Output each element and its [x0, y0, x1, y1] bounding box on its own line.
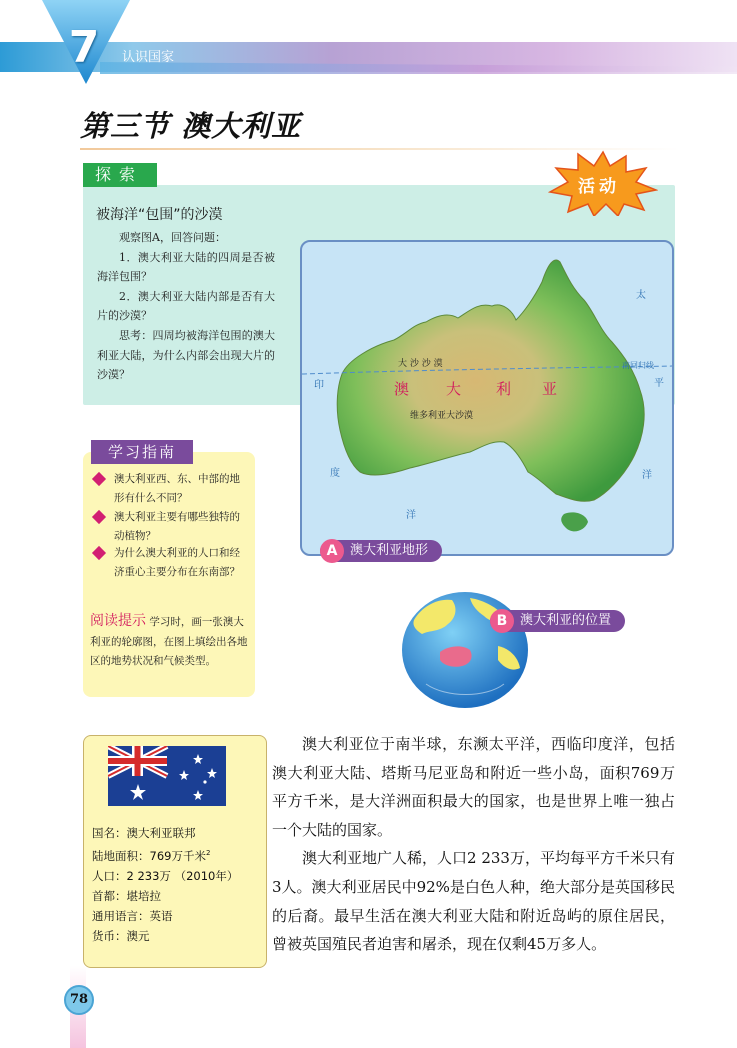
fact-line: 国名：澳大利亚联邦 — [92, 826, 196, 840]
area-superscript: 2 — [205, 849, 211, 857]
caption-letter: A — [320, 539, 344, 563]
fact-line: 货币：澳元 — [92, 928, 150, 943]
desert-label: 维多利亚大沙漠 — [410, 411, 474, 421]
country-label: 澳 — [394, 380, 410, 398]
australia-flag-icon — [108, 746, 226, 806]
activity-badge-label: 活动 — [578, 177, 620, 197]
map-b-caption — [490, 610, 625, 632]
ocean-label: 太 — [636, 290, 646, 301]
explore-paragraph: 思考：四周均被海洋包围的澳大利亚大陆，为什么内部会出现大片的沙漠？ — [97, 328, 275, 382]
ocean-label: 印 — [314, 380, 324, 391]
ocean-label: 平 — [654, 378, 664, 389]
explore-paragraph: 2．澳大利亚大陆内部是否有大片的沙漠？ — [97, 289, 275, 323]
fact-line: 通用语言：英语 — [92, 908, 173, 923]
chapter-number: 7 — [68, 22, 100, 73]
tropic-label: 南回归线 — [622, 361, 654, 370]
fact-line-area: 陆地面积：769万千米$^2$ — [92, 848, 211, 863]
reading-tip — [90, 612, 250, 672]
guide-item-text: 为什么澳大利亚的人口和经济重心主要分布在东南部？ — [114, 547, 240, 578]
fact-line: 人口：2 233万 （2010年） — [92, 868, 239, 883]
caption-letter: B — [490, 609, 514, 633]
guide-item-text: 澳大利亚主要有哪些独特的动植物？ — [114, 511, 240, 542]
explore-question-title: 被海洋“包围”的沙漠 — [96, 207, 223, 223]
country-facts — [92, 823, 238, 946]
section-title: 第三节 澳大利亚 — [80, 109, 302, 143]
body-paragraph: 澳大利亚地广人稀，人口2 233万，平均每平方千米只有3人。澳大利亚居民中92%是白色人种，绝大部分是英国移民的后裔。最早生活在澳大利亚大陆和附近岛屿的原住居民，曾被英国殖民者迫害和屠杀，现在仅剩45万多人。 — [272, 849, 675, 954]
australia-landmass-icon — [302, 242, 674, 556]
explore-paragraph: 观察图A，回答问题： — [119, 231, 226, 244]
country-label: 大 — [446, 380, 462, 398]
caption-text: 澳大利亚地形 — [350, 543, 429, 558]
guide-item — [96, 470, 246, 508]
australia-terrain-map — [300, 240, 674, 556]
body-text — [272, 730, 675, 959]
guide-item — [96, 544, 246, 582]
globe-icon — [400, 590, 530, 710]
caption-text: 澳大利亚的位置 — [520, 613, 612, 628]
reading-tip-lead: 阅读提示 — [90, 613, 146, 629]
study-guide-tag: 学习指南 — [91, 440, 193, 464]
explore-tag: 探索 — [83, 163, 157, 187]
body-paragraph: 澳大利亚位于南半球，东濒太平洋，西临印度洋，包括澳大利亚大陆、塔斯马尼亚岛和附近一些小岛，面积769万平方千米，是大洋洲面积最大的国家，也是世界上唯一独占一个大陆的国家。 — [272, 735, 675, 839]
guide-item-text: 澳大利亚西、东、中部的地形有什么不同？ — [114, 473, 240, 504]
guide-item — [96, 508, 246, 546]
ocean-label: 洋 — [406, 510, 416, 521]
country-label: 利 — [496, 380, 512, 398]
desert-label: 大 沙 沙 漠 — [398, 359, 443, 369]
map-a-caption — [320, 540, 442, 562]
ocean-label: 洋 — [642, 470, 652, 481]
explore-paragraph: 1．澳大利亚大陆的四周是否被海洋包围？ — [97, 250, 275, 284]
country-label: 亚 — [542, 380, 558, 398]
chapter-title: 认识国家 — [122, 50, 175, 65]
ocean-label: 度 — [330, 468, 340, 479]
fact-line: 首都：堪培拉 — [92, 888, 161, 903]
reading-tip-text: 学习时，画一张澳大利亚的轮廓图，在图上填绘出各地区的地势状况和气候类型。 — [90, 616, 248, 667]
page-number: 78 — [64, 985, 94, 1015]
explore-question-body — [97, 228, 275, 385]
